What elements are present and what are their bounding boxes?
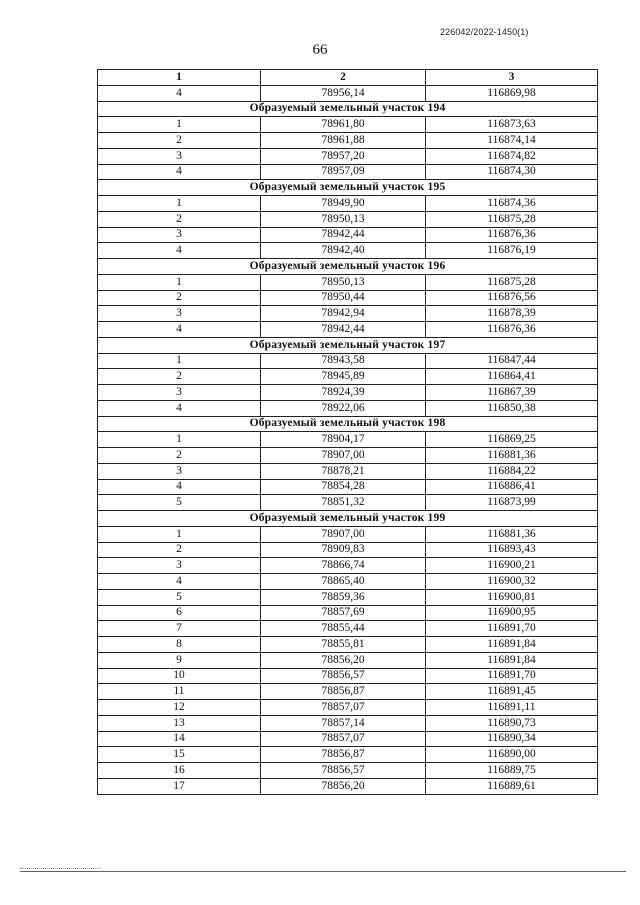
point-number-cell: 10 [98,668,261,684]
y-coordinate-cell: 116874,36 [426,196,598,212]
coordinates-table [97,69,598,795]
x-coordinate-cell: 78856,87 [261,684,426,700]
y-coordinate-cell: 116900,95 [426,605,598,621]
footer-rule [20,871,626,872]
table-row [98,621,598,637]
table-header-row [98,70,598,86]
x-coordinate-cell: 78857,07 [261,731,426,747]
y-coordinate-cell: 116850,38 [426,400,598,416]
x-coordinate-cell: 78856,57 [261,668,426,684]
y-coordinate-cell: 116886,41 [426,479,598,495]
table-row [98,353,598,369]
table-row [98,164,598,180]
table-row [98,290,598,306]
x-coordinate-cell: 78961,88 [261,133,426,149]
plot-title: Образуемый земельный участок 197 [98,337,598,353]
table-row [98,369,598,385]
y-coordinate-cell: 116891,84 [426,637,598,653]
x-coordinate-cell: 78961,80 [261,117,426,133]
point-number-cell: 5 [98,589,261,605]
table-row [98,133,598,149]
x-coordinate-cell: 78851,32 [261,495,426,511]
x-coordinate-cell: 78857,07 [261,700,426,716]
x-coordinate-cell: 78856,87 [261,747,426,763]
table-row [98,274,598,290]
y-coordinate-cell: 116893,43 [426,542,598,558]
table-row [98,196,598,212]
x-coordinate-cell: 78857,14 [261,715,426,731]
x-coordinate-cell: 78950,44 [261,290,426,306]
y-coordinate-cell: 116900,81 [426,589,598,605]
point-number-cell: 4 [98,574,261,590]
plot-title: Образуемый земельный участок 196 [98,259,598,275]
y-coordinate-cell: 116876,36 [426,322,598,338]
point-number-cell: 4 [98,322,261,338]
y-coordinate-cell: 116890,00 [426,747,598,763]
point-number-cell: 1 [98,117,261,133]
point-number-cell: 2 [98,290,261,306]
point-number-cell: 3 [98,463,261,479]
x-coordinate-cell: 78942,44 [261,227,426,243]
point-number-cell: 1 [98,274,261,290]
table-row [98,479,598,495]
x-coordinate-cell: 78942,40 [261,243,426,259]
y-coordinate-cell: 116891,70 [426,668,598,684]
plot-section-row [98,101,598,117]
x-coordinate-cell: 78909,83 [261,542,426,558]
plot-section-row [98,511,598,527]
point-number-cell: 1 [98,353,261,369]
y-coordinate-cell: 116869,25 [426,432,598,448]
table-row [98,85,598,101]
plot-title: Образуемый земельный участок 198 [98,416,598,432]
table-row [98,227,598,243]
y-coordinate-cell: 116876,36 [426,227,598,243]
table-row [98,731,598,747]
y-coordinate-cell: 116891,70 [426,621,598,637]
y-coordinate-cell: 116874,14 [426,133,598,149]
x-coordinate-cell: 78856,20 [261,652,426,668]
x-coordinate-cell: 78865,40 [261,574,426,590]
table-row [98,526,598,542]
x-coordinate-cell: 78949,90 [261,196,426,212]
point-number-cell: 17 [98,778,261,794]
table-row [98,495,598,511]
point-number-cell: 3 [98,385,261,401]
point-number-cell: 3 [98,558,261,574]
x-coordinate-cell: 78907,00 [261,526,426,542]
header-col-1: 1 [98,70,261,86]
y-coordinate-cell: 116884,22 [426,463,598,479]
y-coordinate-cell: 116881,36 [426,526,598,542]
table-row [98,684,598,700]
y-coordinate-cell: 116900,32 [426,574,598,590]
x-coordinate-cell: 78856,20 [261,778,426,794]
point-number-cell: 5 [98,495,261,511]
point-number-cell: 1 [98,526,261,542]
plot-title: Образуемый земельный участок 195 [98,180,598,196]
table-row [98,574,598,590]
x-coordinate-cell: 78950,13 [261,211,426,227]
y-coordinate-cell: 116876,19 [426,243,598,259]
point-number-cell: 16 [98,763,261,779]
plot-title: Образуемый земельный участок 194 [98,101,598,117]
x-coordinate-cell: 78856,57 [261,763,426,779]
x-coordinate-cell: 78956,14 [261,85,426,101]
x-coordinate-cell: 78924,39 [261,385,426,401]
y-coordinate-cell: 116874,82 [426,148,598,164]
table-row [98,385,598,401]
point-number-cell: 2 [98,542,261,558]
y-coordinate-cell: 116864,41 [426,369,598,385]
point-number-cell: 15 [98,747,261,763]
y-coordinate-cell: 116869,98 [426,85,598,101]
point-number-cell: 2 [98,211,261,227]
table-row [98,605,598,621]
table-row [98,589,598,605]
point-number-cell: 4 [98,243,261,259]
table-row [98,148,598,164]
point-number-cell: 7 [98,621,261,637]
y-coordinate-cell: 116881,36 [426,448,598,464]
header-col-3: 3 [426,70,598,86]
point-number-cell: 4 [98,479,261,495]
plot-section-row [98,259,598,275]
x-coordinate-cell: 78922,06 [261,400,426,416]
point-number-cell: 4 [98,164,261,180]
table-row [98,652,598,668]
plot-section-row [98,416,598,432]
y-coordinate-cell: 116889,61 [426,778,598,794]
y-coordinate-cell: 116847,44 [426,353,598,369]
table-row [98,463,598,479]
point-number-cell: 4 [98,400,261,416]
y-coordinate-cell: 116875,28 [426,274,598,290]
table-row [98,400,598,416]
x-coordinate-cell: 78907,00 [261,448,426,464]
table-row [98,747,598,763]
y-coordinate-cell: 116900,21 [426,558,598,574]
table-row [98,668,598,684]
table-row [98,322,598,338]
x-coordinate-cell: 78855,81 [261,637,426,653]
x-coordinate-cell: 78943,58 [261,353,426,369]
x-coordinate-cell: 78945,89 [261,369,426,385]
x-coordinate-cell: 78957,20 [261,148,426,164]
y-coordinate-cell: 116873,63 [426,117,598,133]
y-coordinate-cell: 116875,28 [426,211,598,227]
x-coordinate-cell: 78855,44 [261,621,426,637]
y-coordinate-cell: 116891,11 [426,700,598,716]
x-coordinate-cell: 78942,94 [261,306,426,322]
y-coordinate-cell: 116891,84 [426,652,598,668]
point-number-cell: 1 [98,432,261,448]
point-number-cell: 3 [98,148,261,164]
y-coordinate-cell: 116873,99 [426,495,598,511]
table-row [98,432,598,448]
point-number-cell: 2 [98,448,261,464]
x-coordinate-cell: 78859,36 [261,589,426,605]
point-number-cell: 2 [98,369,261,385]
y-coordinate-cell: 116891,45 [426,684,598,700]
table-body [98,85,598,794]
point-number-cell: 2 [98,133,261,149]
point-number-cell: 9 [98,652,261,668]
table-row [98,763,598,779]
point-number-cell: 8 [98,637,261,653]
table-row [98,211,598,227]
table-row [98,715,598,731]
point-number-cell: 1 [98,196,261,212]
plot-title: Образуемый земельный участок 199 [98,511,598,527]
header-col-2: 2 [261,70,426,86]
x-coordinate-cell: 78854,28 [261,479,426,495]
x-coordinate-cell: 78857,69 [261,605,426,621]
y-coordinate-cell: 116890,73 [426,715,598,731]
plot-section-row [98,337,598,353]
x-coordinate-cell: 78942,44 [261,322,426,338]
point-number-cell: 13 [98,715,261,731]
table-row [98,558,598,574]
table-row [98,700,598,716]
x-coordinate-cell: 78904,17 [261,432,426,448]
x-coordinate-cell: 78866,74 [261,558,426,574]
document-id: 226042/2022-1450(1) [440,27,529,37]
table-row [98,243,598,259]
y-coordinate-cell: 116867,39 [426,385,598,401]
point-number-cell: 14 [98,731,261,747]
x-coordinate-cell: 78950,13 [261,274,426,290]
table-row [98,117,598,133]
plot-section-row [98,180,598,196]
table-row [98,778,598,794]
x-coordinate-cell: 78957,09 [261,164,426,180]
table-row [98,542,598,558]
y-coordinate-cell: 116876,56 [426,290,598,306]
page-number: 66 [312,42,328,58]
x-coordinate-cell: 78878,21 [261,463,426,479]
point-number-cell: 11 [98,684,261,700]
point-number-cell: 3 [98,227,261,243]
point-number-cell: 4 [98,85,261,101]
point-number-cell: 6 [98,605,261,621]
point-number-cell: 12 [98,700,261,716]
y-coordinate-cell: 116878,39 [426,306,598,322]
y-coordinate-cell: 116889,75 [426,763,598,779]
table-row [98,448,598,464]
point-number-cell: 3 [98,306,261,322]
table-row [98,306,598,322]
table-row [98,637,598,653]
y-coordinate-cell: 116874,30 [426,164,598,180]
y-coordinate-cell: 116890,34 [426,731,598,747]
